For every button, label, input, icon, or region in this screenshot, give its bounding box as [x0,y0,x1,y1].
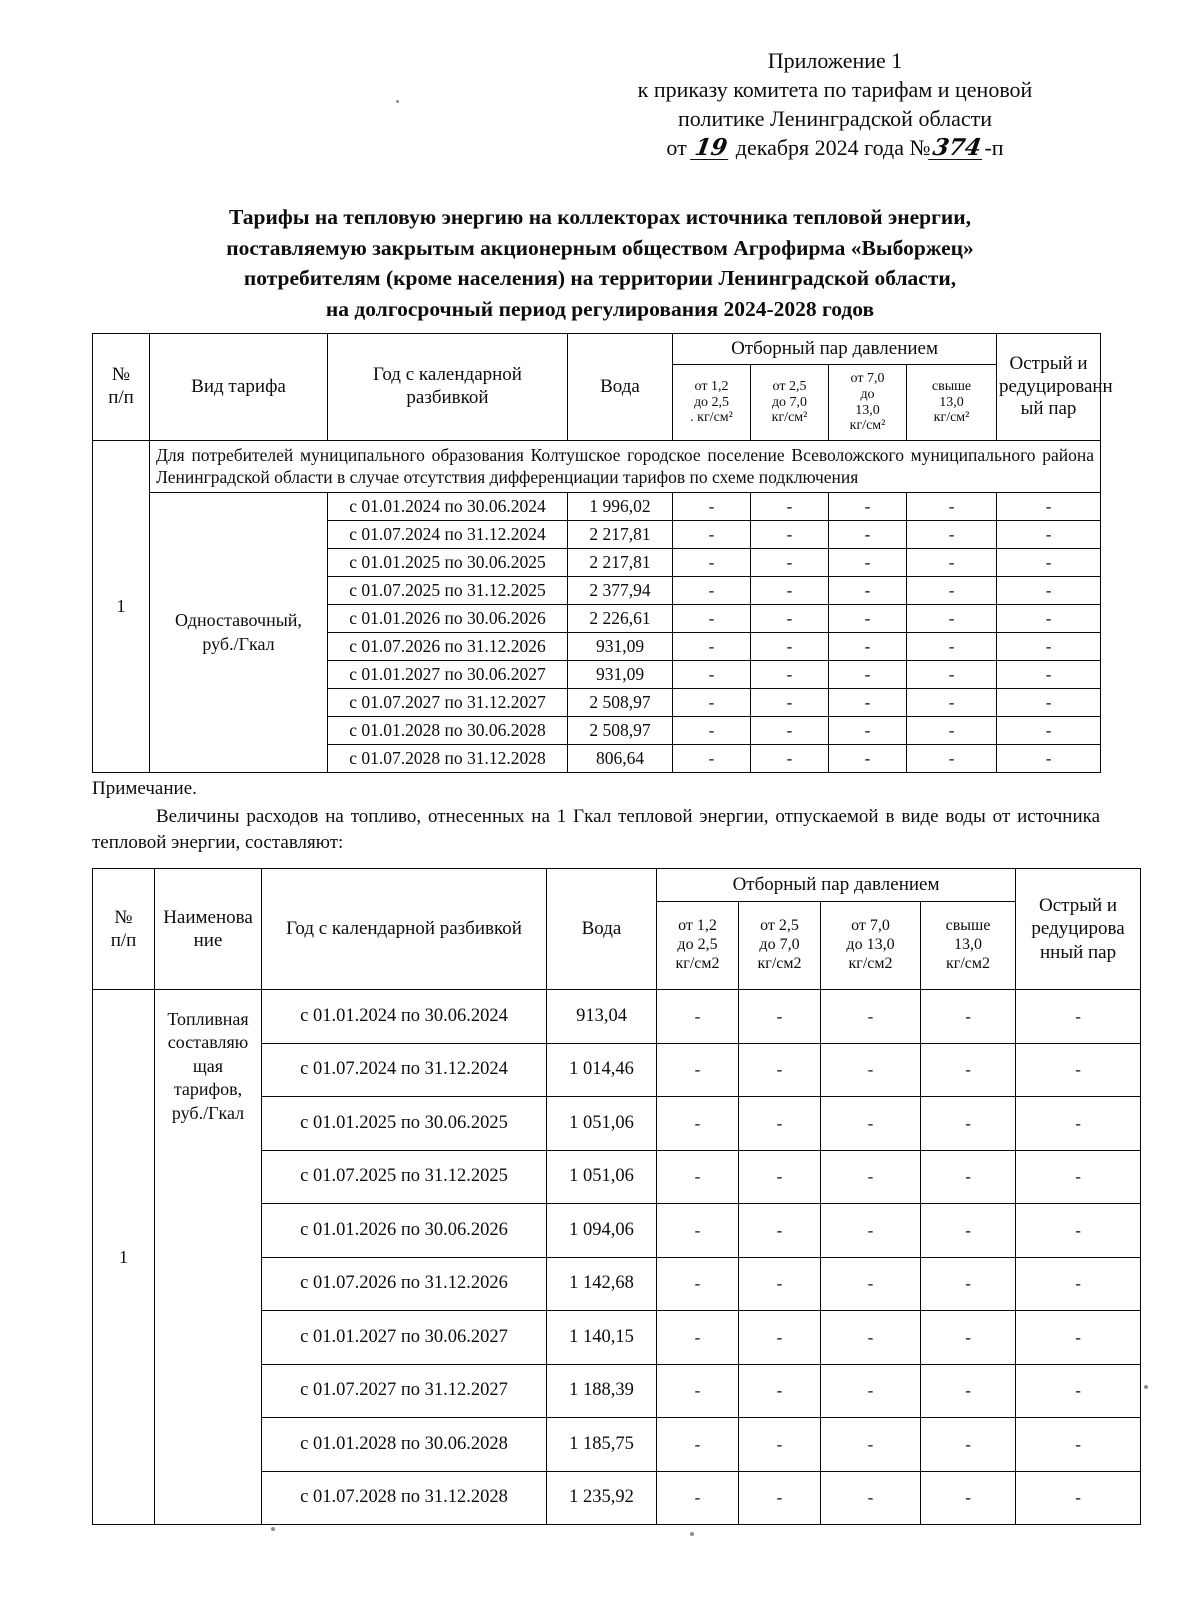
row-number-cell: 1 [93,990,155,1525]
pressure-4-cell: - [907,633,997,661]
period-cell: с 01.01.2026 по 30.06.2026 [262,1204,547,1258]
period-cell: с 01.01.2024 по 30.06.2024 [262,990,547,1044]
tariffs-table [92,333,1113,773]
sharp-steam-cell: - [1016,1150,1141,1204]
pressure-1-cell: - [657,1471,739,1525]
sharp-steam-cell: - [997,549,1101,577]
water-value-cell: 1 185,75 [547,1418,657,1472]
pressure-1-cell: - [657,1364,739,1418]
period-cell: с 01.01.2024 по 30.06.2024 [328,493,568,521]
pressure-4-cell: - [907,717,997,745]
pressure-3-cell: - [821,1418,921,1472]
pressure-3-cell: - [829,717,907,745]
fuel-component-table [92,868,1141,1525]
header-line-order: к приказу комитета по тарифам и ценовой [637,77,1033,103]
period-cell: с 01.07.2025 по 31.12.2025 [262,1150,547,1204]
water-value-cell: 1 142,68 [547,1257,657,1311]
col-header-pressure-1: от 1,2 до 2,5 кг/см2 [657,902,739,990]
water-value-cell: 1 051,06 [547,1097,657,1151]
pressure-4-cell: - [921,1311,1016,1365]
col-header-pressure-2: от 2,5 до 7,0 кг/см2 [739,902,821,990]
period-cell: с 01.07.2025 по 31.12.2025 [328,577,568,605]
table2-header-row-top [93,869,1141,902]
water-value-cell: 931,09 [568,633,673,661]
pressure-1-cell: - [673,661,751,689]
tariffs-table-container [92,333,1113,773]
pressure-1-cell: - [657,1150,739,1204]
col-header-sharp-steam: Острый и редуцирова нный пар [1016,869,1141,990]
col-header-sharp-steam: Острый и редуцированн ый пар [997,334,1101,441]
handwritten-order-number: 374 [929,136,987,160]
pressure-1-cell: - [673,577,751,605]
pressure-3-cell: - [829,577,907,605]
sharp-steam-cell: - [1016,1471,1141,1525]
pressure-1-cell: - [673,493,751,521]
pressure-4-cell: - [921,1257,1016,1311]
header-line-date [600,133,1070,162]
water-value-cell: 1 140,15 [547,1311,657,1365]
col-header-water: Вода [547,869,657,990]
pressure-2-cell: - [739,1097,821,1151]
pressure-2-cell: - [739,1043,821,1097]
tariff-type-cell: Одноставочный, руб./Гкал [150,493,328,773]
water-value-cell: 931,09 [568,661,673,689]
sharp-steam-cell: - [1016,1043,1141,1097]
sharp-steam-cell: - [997,661,1101,689]
col-header-pressure-4: свыше 13,0 кг/см² [907,365,997,441]
water-value-cell: 1 235,92 [547,1471,657,1525]
pressure-1-cell: - [657,1043,739,1097]
scan-speck [271,1527,275,1531]
period-cell: с 01.01.2025 по 30.06.2025 [328,549,568,577]
pressure-1-cell: - [673,605,751,633]
table-header-row-top [93,334,1101,365]
pressure-2-cell: - [751,633,829,661]
pressure-4-cell: - [921,990,1016,1044]
pressure-3-cell: - [829,633,907,661]
table-row [93,990,1141,1044]
water-value-cell: 2 226,61 [568,605,673,633]
pressure-4-cell: - [907,605,997,633]
pressure-3-cell: - [821,1364,921,1418]
scan-speck [1144,1385,1148,1389]
pressure-4-cell: - [921,1418,1016,1472]
sharp-steam-cell: - [997,689,1101,717]
pressure-4-cell: - [907,689,997,717]
scan-speck [690,1532,694,1536]
col-header-water: Вода [568,334,673,441]
page-title [150,202,1050,324]
col-header-name: Наименова ние [155,869,262,990]
document-header [600,46,1070,162]
pressure-1-cell: - [657,1257,739,1311]
pressure-4-cell: - [921,1097,1016,1151]
pressure-4-cell: - [921,1364,1016,1418]
pressure-3-cell: - [821,1043,921,1097]
col-header-pressure-1: от 1,2 до 2,5 . кг/см² [673,365,751,441]
pressure-1-cell: - [673,689,751,717]
sharp-steam-cell: - [1016,990,1141,1044]
pressure-3-cell: - [829,521,907,549]
pressure-4-cell: - [907,745,997,773]
pressure-3-cell: - [829,745,907,773]
pressure-3-cell: - [829,549,907,577]
pressure-1-cell: - [657,1418,739,1472]
sharp-steam-cell: - [997,493,1101,521]
pressure-2-cell: - [751,661,829,689]
sharp-steam-cell: - [1016,1097,1141,1151]
period-cell: с 01.07.2027 по 31.12.2027 [262,1364,547,1418]
row-number-cell: 1 [93,441,150,773]
note-body: Величины расходов на топливо, отнесенных на 1 Гкал тепловой энергии, отпускаемой в виде воды от источника тепловой энергии, составляют: [92,806,1100,854]
water-value-cell: 2 377,94 [568,577,673,605]
pressure-2-cell: - [739,1418,821,1472]
col-header-pressure-4: свыше 13,0 кг/см2 [921,902,1016,990]
sharp-steam-cell: - [1016,1364,1141,1418]
period-cell: с 01.07.2027 по 31.12.2027 [328,689,568,717]
period-cell: с 01.01.2028 по 30.06.2028 [262,1418,547,1472]
water-value-cell: 1 014,46 [547,1043,657,1097]
pressure-4-cell: - [907,661,997,689]
title-line-1: Тарифы на тепловую энергию на коллекторах источника тепловой энергии, [228,205,972,229]
water-value-cell: 1 996,02 [568,493,673,521]
pressure-2-cell: - [739,1150,821,1204]
pressure-4-cell: - [921,1471,1016,1525]
pressure-4-cell: - [907,493,997,521]
sharp-steam-cell: - [997,745,1101,773]
period-cell: с 01.07.2024 по 31.12.2024 [262,1043,547,1097]
water-value-cell: 1 051,06 [547,1150,657,1204]
header-date-prefix: от [666,135,687,161]
pressure-3-cell: - [829,493,907,521]
pressure-3-cell: - [829,689,907,717]
header-line-region: политике Ленинградской области [677,106,992,132]
table-description-row [93,441,1101,493]
note-section [92,776,1100,857]
pressure-2-cell: - [739,1257,821,1311]
pressure-2-cell: - [739,1364,821,1418]
col-header-number: № п/п [93,334,150,441]
pressure-2-cell: - [739,1471,821,1525]
pressure-2-cell: - [751,521,829,549]
col-header-tariff-type: Вид тарифа [150,334,328,441]
water-value-cell: 2 217,81 [568,549,673,577]
sharp-steam-cell: - [997,521,1101,549]
handwritten-day: 19 [690,136,732,160]
pressure-3-cell: - [821,1311,921,1365]
col-header-pressure-3: от 7,0 до 13,0 кг/см2 [821,902,921,990]
pressure-1-cell: - [673,717,751,745]
pressure-1-cell: - [673,745,751,773]
header-date-suffix: -п [984,135,1004,161]
title-line-4: на долгосрочный период регулирования 2024-2028 годов [325,296,875,321]
water-value-cell: 2 217,81 [568,521,673,549]
col-header-pressure-2: от 2,5 до 7,0 кг/см² [751,365,829,441]
pressure-2-cell: - [751,577,829,605]
note-title: Примечание. [92,778,197,799]
pressure-3-cell: - [829,661,907,689]
pressure-4-cell: - [907,549,997,577]
pressure-1-cell: - [673,549,751,577]
pressure-4-cell: - [907,577,997,605]
consumer-description: Для потребителей муниципального образования Колтушское городское поселение Всеволожского муниципального района Ленинградской области в случае отсутствия дифференциации тарифов по схеме подключения [150,441,1101,493]
title-line-3: потребителям (кроме населения) на территории Ленинградской области, [243,266,957,291]
period-cell: с 01.01.2026 по 30.06.2026 [328,605,568,633]
scan-speck [396,100,399,103]
sharp-steam-cell: - [997,577,1101,605]
sharp-steam-cell: - [1016,1257,1141,1311]
pressure-4-cell: - [907,521,997,549]
pressure-1-cell: - [657,990,739,1044]
sharp-steam-cell: - [997,605,1101,633]
pressure-2-cell: - [739,1311,821,1365]
water-value-cell: 2 508,97 [568,689,673,717]
period-cell: с 01.01.2025 по 30.06.2025 [262,1097,547,1151]
period-cell: с 01.01.2028 по 30.06.2028 [328,717,568,745]
pressure-1-cell: - [657,1097,739,1151]
water-value-cell: 1 188,39 [547,1364,657,1418]
pressure-4-cell: - [921,1150,1016,1204]
col-header-steam-group: Отборный пар давлением [657,869,1016,902]
pressure-3-cell: - [821,1471,921,1525]
sharp-steam-cell: - [997,633,1101,661]
pressure-2-cell: - [751,493,829,521]
pressure-3-cell: - [821,1204,921,1258]
pressure-3-cell: - [829,605,907,633]
pressure-2-cell: - [739,1204,821,1258]
table-row [93,493,1101,521]
pressure-4-cell: - [921,1043,1016,1097]
col-header-pressure-3: от 7,0 до 13,0 кг/см² [829,365,907,441]
pressure-2-cell: - [751,717,829,745]
pressure-2-cell: - [751,689,829,717]
pressure-3-cell: - [821,1097,921,1151]
pressure-3-cell: - [821,990,921,1044]
header-date-middle: декабря 2024 года № [735,135,931,161]
period-cell: с 01.07.2028 по 31.12.2028 [262,1471,547,1525]
sharp-steam-cell: - [1016,1418,1141,1472]
pressure-3-cell: - [821,1150,921,1204]
water-value-cell: 2 508,97 [568,717,673,745]
period-cell: с 01.07.2024 по 31.12.2024 [328,521,568,549]
period-cell: с 01.01.2027 по 30.06.2027 [328,661,568,689]
pressure-3-cell: - [821,1257,921,1311]
pressure-4-cell: - [921,1204,1016,1258]
sharp-steam-cell: - [1016,1204,1141,1258]
period-cell: с 01.07.2026 по 31.12.2026 [328,633,568,661]
pressure-2-cell: - [739,990,821,1044]
pressure-2-cell: - [751,605,829,633]
period-cell: с 01.01.2027 по 30.06.2027 [262,1311,547,1365]
sharp-steam-cell: - [1016,1311,1141,1365]
pressure-1-cell: - [673,633,751,661]
col-header-year: Год с календарной разбивкой [328,334,568,441]
pressure-2-cell: - [751,745,829,773]
period-cell: с 01.07.2026 по 31.12.2026 [262,1257,547,1311]
col-header-year: Год с календарной разбивкой [262,869,547,990]
water-value-cell: 913,04 [547,990,657,1044]
pressure-1-cell: - [657,1204,739,1258]
pressure-1-cell: - [657,1311,739,1365]
pressure-2-cell: - [751,549,829,577]
col-header-steam-group: Отборный пар давлением [673,334,997,365]
water-value-cell: 1 094,06 [547,1204,657,1258]
period-cell: с 01.07.2028 по 31.12.2028 [328,745,568,773]
sharp-steam-cell: - [997,717,1101,745]
fuel-component-name-cell: Топливная составляю щая тарифов, руб./Гкал [155,990,262,1525]
water-value-cell: 806,64 [568,745,673,773]
col-header-number: № п/п [93,869,155,990]
pressure-1-cell: - [673,521,751,549]
title-line-2: поставляемую закрытым акционерным обществом Агрофирма «Выборжец» [226,235,974,260]
header-line-appendix: Приложение 1 [767,48,903,73]
fuel-component-table-container [92,868,1125,1525]
